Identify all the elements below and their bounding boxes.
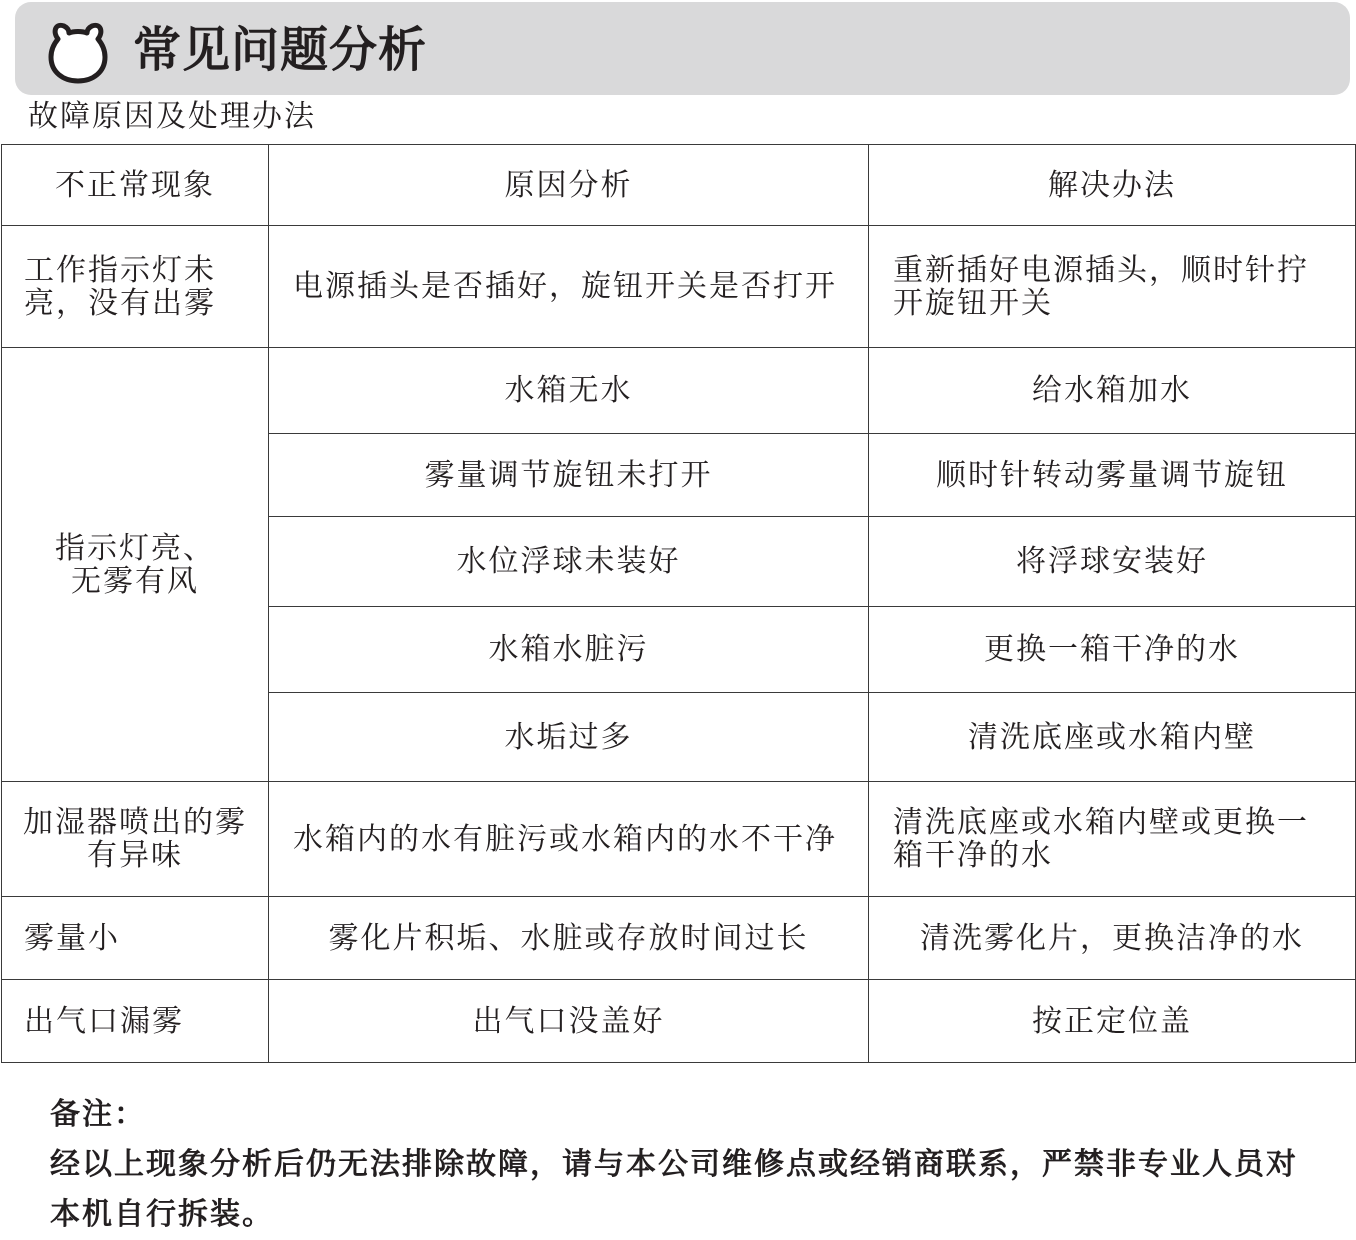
cause-cell: 水箱水脏污: [269, 607, 869, 693]
notes-text: 经以上现象分析后仍无法排除故障，请与本公司维修点或经销商联系，严禁非专业人员对本机自行拆装。: [50, 1147, 1298, 1232]
solution-cell: 给水箱加水: [869, 348, 1356, 434]
solution-cell: 将浮球安装好: [869, 517, 1356, 607]
solution-cell: 更换一箱干净的水: [869, 607, 1356, 693]
cause-cell: 出气口没盖好: [269, 980, 869, 1063]
page-title: 常见问题分析: [133, 22, 428, 78]
symptom-cell: 出气口漏雾: [2, 980, 269, 1063]
table-row: [2, 782, 1356, 897]
cause-cell: 水箱内的水有脏污或水箱内的水不干净: [269, 782, 869, 897]
table-row: [2, 980, 1356, 1063]
symptom-cell: 雾量小: [2, 897, 269, 980]
symptom-cell: 工作指示灯未亮，没有出雾: [2, 226, 269, 348]
notes-label: 备注：: [50, 1097, 146, 1132]
cause-cell: 雾化片积垢、水脏或存放时间过长: [269, 897, 869, 980]
table-row: [2, 348, 1356, 434]
cause-cell: 电源插头是否插好，旋钮开关是否打开: [269, 226, 869, 348]
solution-cell: 重新插好电源插头，顺时针拧开旋钮开关: [869, 226, 1356, 348]
notes: [50, 1090, 1310, 1240]
symptom-cell: 指示灯亮、无雾有风: [2, 348, 269, 782]
bear-head-icon: [44, 17, 112, 85]
table-header-row: [2, 145, 1356, 226]
symptom-cell: 加湿器喷出的雾有异味: [2, 782, 269, 897]
cause-cell: 水垢过多: [269, 693, 869, 782]
solution-cell: 清洗雾化片，更换洁净的水: [869, 897, 1356, 980]
troubleshooting-table: [1, 144, 1356, 1063]
page-subtitle: 故障原因及处理办法: [28, 99, 316, 134]
section-header: [15, 2, 1350, 95]
header-cause: 原因分析: [269, 145, 869, 226]
cause-cell: 水位浮球未装好: [269, 517, 869, 607]
cause-cell: 雾量调节旋钮未打开: [269, 434, 869, 517]
table-row: [2, 897, 1356, 980]
solution-cell: 顺时针转动雾量调节旋钮: [869, 434, 1356, 517]
cause-cell: 水箱无水: [269, 348, 869, 434]
header-symptom: 不正常现象: [2, 145, 269, 226]
solution-cell: 清洗底座或水箱内壁: [869, 693, 1356, 782]
header-solution: 解决办法: [869, 145, 1356, 226]
table-row: [2, 226, 1356, 348]
solution-cell: 按正定位盖: [869, 980, 1356, 1063]
solution-cell: 清洗底座或水箱内壁或更换一箱干净的水: [869, 782, 1356, 897]
